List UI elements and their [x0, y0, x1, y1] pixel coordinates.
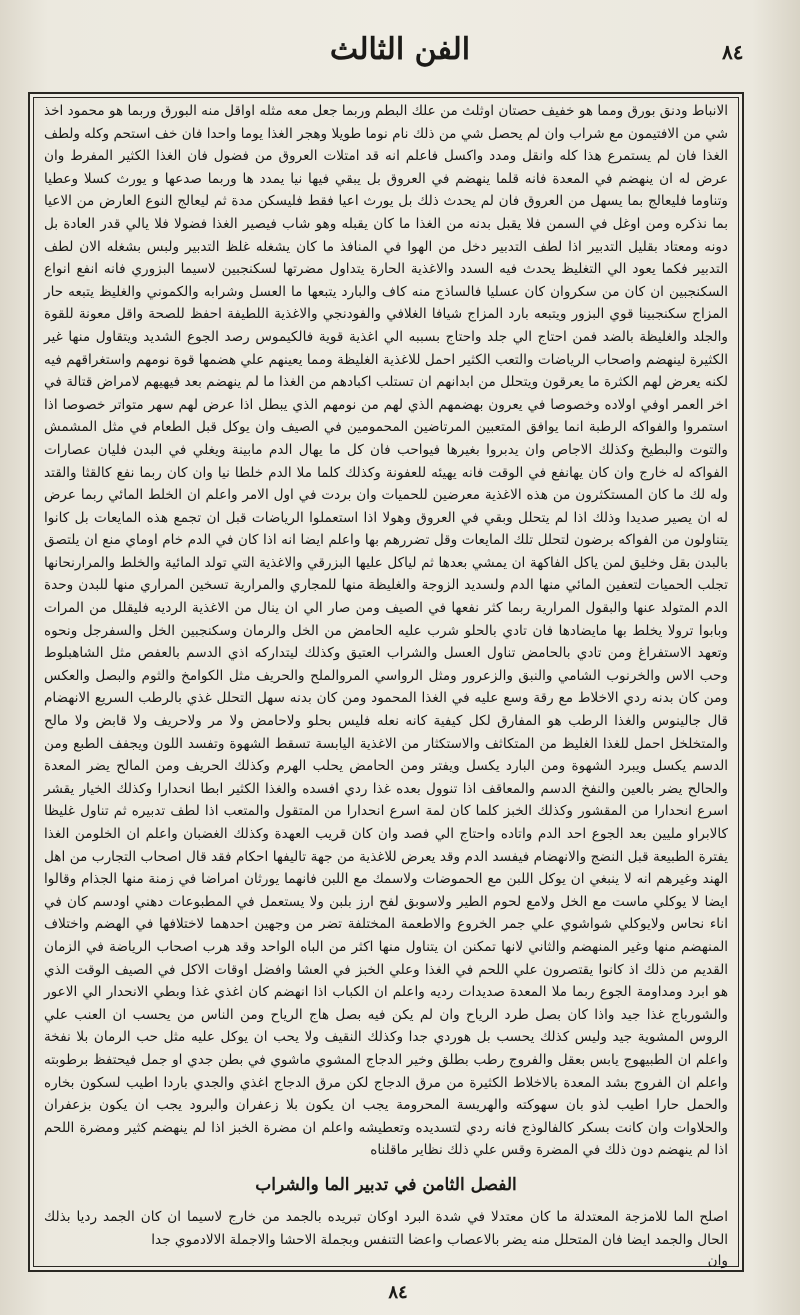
header-page-number: ٨٤ [722, 40, 744, 64]
section-heading: الفصل الثامن في تدبير الما والشراب [255, 1174, 517, 1195]
body-paragraph: اصلح الما للامزجة المعتدلة ما كان معتدلا في شدة البرد اوكان تبريده بالجمد من خارج لاسيما ان كان الجمد رديا بذلك الحال والجمد ايضا فان المتحلل منه يضر بالاعصاب واعضا التنفس وبجملة الاحشا والاجملة الالادموي جدا [44, 1208, 728, 1248]
running-title: الفن الثالث [329, 32, 471, 67]
footer-page-number: ٨٤ [388, 1282, 408, 1303]
body-paragraph: الانباط ودنق بورق ومما هو خفيف حصتان اوثلث من علك البطم وربما جعل معه مثله اواقل منه البورق وربما هو محمود اخذ شي من الافتيمون مع شراب وان لم يحصل شي من ذلك نام نوما طويلا وهجر الغذا يوما واحدا فان خف استحم وكله ولطف الغذا فان لم يستمرع هذا كله وانقل ومدد واكسل فاعلم انه قد امتلات العروق من فضول فان الغذا الكثير المفرط وان عرض له ان ينهضم في المعدة فانه قلما ينهضم في العروق بل يبقي فيها نيا يمدد ها وربما صدعها و يورث كسلا وعطيا وتناوما فليعالج بما يسهل من العروق فان لم يحدث ذلك بل يورث اعيا فقط فليسكن مدة ثم ليعالج النوع العارض من الاعيا بما نذكره ومن اوغل في السمن فلا يقبل بدنه من الغذا ما كان يقبله وهو شاب فيصير الغذا فضولا فلا يالي قدر العادة بل دونه ومعتاد بقليل التدبير اذا لطف التدبير دخل من الهوا في المنافذ ما كان يشغله غلظ التدبير ولبس بشغله الان لطف التدبير فكما يعود الي التغليظ يحدث فيه السدد والاغذية الحارة يتداول مضرتها لسكنجبين لاسيما البزوري فانه انفع انواع السكنجبين ان كان من سكروان كان عسليا فالساذج منه كاف والبارد يتبعها ما العسل وشرابه والكموني والغليظ يتبعه حار المزاج سكنجبينا قوي البزور ويتبعه بارد المزاج شيافا الغلافي والفودنجي والاغذية اللطيفة احفظ للصحة واقل معونة للقوة والجلد والغليظة بالضد فمن احتاج الي جلد واحتاج بسببه الي اغذية قوية فالكيموس رصد الجوع الشديد ويتقاول منها غير الكثيرة لينهضم واصحاب الرياضات والتعب الكثير احمل للاغذية الغليظة ومما يعينهم علي هضمها قوة نومهم واستغراقهم فيه لكنه يعرض لهم الكثرة ما يعرقون ويتحلل من ابدانهم ان تستلب اكبادهم من الغذا ما لم ينهضم بعد فيهيهم لامراض قتالة في اخر العمر اوفي اولاده وخصوصا في يعرون بهضمهم الذي لهم من نومهم الذي يبطل اذا عرض لهم سهر متواتر خصوصا اذا استمروا والفواكه الرطبة انما يوافق المتعبين المرتاضين المحمومين في الصيف وان يوكل قبل الطعام في مثل المشمش والتوت والبطيخ وكذلك الاجاص وان يدبروا بغيرها فيواحب فان كل ما يهال الدم مابينة ويغلي في البدن فليان عصارات الفواكه له خارج وان كان يهانفع في الوقت فانه يهيئه للعفونة وكذلك كلما ملا الدم خلطا نيا وان كان ربما نفع كالقثا والقتد وله لك ما كان المستكثرون من هذه الاغذية معرضين للحميات وان بردت في اول الامر واعلم ان الخلط المائي ربما عرض له ان يصير صديدا وذلك اذا لم يتحلل وبقي في العروق وهولا اذا استعملوا الرياضات قبل ان تجمع هذه المايعات بل كانوا يتناولون من الفواكه برضون لتحلل تلك المايعات وقل تضررهم بها واعلم ايضا انه اذا كان في الدم خام اوماي منع ان يلتصق بالبدن بقل وخليق لمن ياكل الفاكهة ان يمشي بعدها ثم لياكل عليها البزرقي والاغذية التي تولد المائية والخلط والمرارنحانها تجلب الحميات لتعفين المائي منها الدم ولسديد الزوجة والغليظة منها للمجاري والمرارية تسخين المراري منها للبدن وحدة الدم المتولد عنها والبقول المرارية ربما كثر نفعها في الصيف ومن صار الي ان ينال من الاغذية الرديه فليقلل من المرات وبابوا ترولا يخلط بها مايضادها فان تادي بالحلو شرب عليه الحامض من الخل والرمان وسكنجبين الخل والسفرجل ونحوه وتعهد الاستفراغ ومن تادي بالحامض تناول العسل والشراب العتيق وكذلك ليتداركه اذي الدسم بالعفص مثل الشاهبلوط وحب الاس والخرنوب الشامي والنبق والزعرور ومثل الرواسي المروالملح والحريف مثل الكوامخ والثوم والبصل والعكس ومن كان بدنه ردي الاخلاط مع رقة وسع عليه في الغذا المحمود ومن كان بدنه سهل التحلل غذي بالرطب السريع الانهضام قال جالينوس والغذا الرطب هو المفارق لكل كيفية كانه نعله فليس بحلو ولاحامض ولا مر ولاحريف ولا قابض ولا مالح والمتخلخل احمل للغذا الغليظ من المتكاثف والاستكثار من الاغذية اليابسة تسقط الشهوة وتفسد اللون ويجفف الطبع ومن الدسم يكسل ويبرد الشهوة ومن البارد يكسل ويفتر ومن الحامض يحلب الهرم وكذلك الحريف ومن المالح يضر المعدة والحالح يضر بالعين والنفخ الدسم والمعاقف اذا تنوول بعده غذا ردي افسده والغذا الكثير ابطا انحدارا وكذلك الخيار يقشر اسرع انحدارا من المقشور وكذلك الخبز كلما كان لمة اسرع انحدارا من المتقول والمتعب اذا لطف تدبيره ثم تناول غليظا كالابراو مليين بعد الجوع احد الدم واتاده واحتاج الي فصد وان كان قريب العهدة وكذلك الغضبان واعلم ان الخلومن الغذا يفترة الطبيعة قبل النضج والانهضام فيفسد الدم وقد يعرض للاغذية من جهة تاليفها احكام فقد قال اصحاب التجارب من اهل الهند وغيرهم انه لا ينبغي ان يوكل اللبن مع الحموضات ولاسمك مع اللبن فانهما يورثان امراضا في زمنة منها الجذام وقالوا ايضا لا يوكلي ماست مع الخل ولامع لحوم الطير ولاسوبق لفح ارز بلبن ولا يستعمل في المطبوعات دهني اودسم كان في اناء نحاس ولايوكلي شواشوي علي جمر الخروع والاطعمة المختلفة تضر من وجهين احدهما لاختلافها في الهضم واختلاف المنهضم منها وغير المنهضم والثاني لانها تمكنن ان يتناول منها اكثر من الباه الواحد وقد هرب اصحاب الرياضة في الزمان القديم من ذلك اذ كانوا يقتصرون علي اللحم في الغذا وعلي الخبز في العشا وافضل اوقات الاكل في الصيف الوقت الذي هو ابرد ومداومة الجوع ربما ملا المعدة صديدات رديه واعلم ان الكباب اذا انهضم كان اغذي غذا وبطي الانحدار الي الاعور والشورباج غذا جيد واذا كان بصل طرد الرياح وان لم يكن فيه بصل هاج الرياح ومن الناس من يحسب ان العنب علي الروس المشوية جيد وليس كذلك يحسب بل هوردي جدا وكذلك النقيف ولا يحب ان يوكل عليه مثل حب الرمان بلا نفخة واعلم ان الطبيهوج يابس بعقل والفروج رطب بطلق وخير الدجاج المشوي ماشوي في بطن جدي او جمل فيحتفظ برطوبته واعلم ان الفروج بشد المعدة بالاخلاط الكثيرة من مرق الدجاج لكن مرق الدجاج اغذي والجدي باردا اطيب لسكون بخاره والحمل حارا اطيب لذو بان سهوكته والهريسة المحرومة يجب ان يكون بلا زعفران والبرود يجب ان يكون بزعفران والحلاوات وان كانت بسكر كالفالوذج فانه ردي لتسديده وتعطيشه واعلم ان مضرة الخبز اذا لم ينهضم كثير ومضرة اللحم اذا لم ينهضم دون ذلك في المضرة وقس علي ذلك نظاير ماقلناه [44, 103, 728, 1159]
catchword: وان [707, 1253, 728, 1270]
text-frame [28, 92, 744, 1272]
page-header [0, 28, 800, 88]
text-block [44, 100, 728, 1271]
